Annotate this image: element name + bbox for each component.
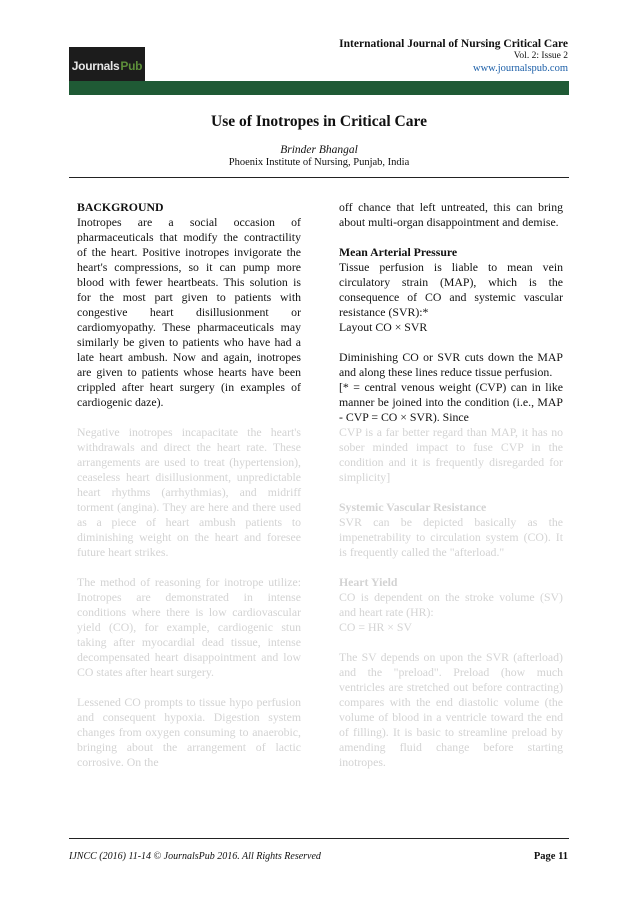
heart-yield-paragraph: CO is dependent on the stroke volume (SV) and heart rate (HR): bbox=[339, 590, 563, 619]
article-title: Use of Inotropes in Critical Care bbox=[211, 113, 427, 130]
reduced-co-paragraph: Lessened CO prompts to tissue hypo perfusion and consequent hypoxia. Digestion system changes from oxygen consuming to anaerobic, bringing about the arrangement of lactic corrosive. On the bbox=[77, 695, 301, 769]
stroke-volume-paragraph: The SV depends on upon the SVR (afterload) and the "preload". Preload (how much ventricles are stretched out before contracting) compares with the end diastolic volume (the volume of blood in a ventricle toward the end of filling). It is basic to streamline preload by amending fluid change before starting inotropes. bbox=[339, 650, 563, 769]
volume-issue: Vol. 2: Issue 2 bbox=[513, 51, 568, 61]
page-number: Page 11 bbox=[533, 851, 568, 862]
cvp-note: [* = central venous weight (CVP) can in like manner be joined into the condition (i.e., MAP - CVP = CO × SVR). Since bbox=[339, 380, 563, 424]
map-heading: Mean Arterial Pressure bbox=[339, 245, 458, 259]
author-affiliation: Phoenix Institute of Nursing, Punjab, India bbox=[228, 157, 410, 168]
logo-text-pub: Pub bbox=[120, 58, 143, 73]
svr-paragraph: SVR can be depicted basically as the impenetrability to circulation system (CO). It is frequently called the "afterload." bbox=[339, 515, 563, 559]
continued-paragraph: off chance that left untreated, this can bring about multi-organ disappointment and demise. bbox=[339, 200, 563, 229]
right-column bbox=[339, 200, 563, 770]
heart-yield-formula: CO = HR × SV bbox=[339, 620, 412, 634]
cvp-note-continued: CVP is a far better regard than MAP, it has no sober minded impact to fuse CVP in the condition and it is frequently disregarded for simplicity] bbox=[339, 425, 563, 484]
journalspub-logo bbox=[69, 47, 145, 84]
background-heading: BACKGROUND bbox=[77, 200, 164, 214]
article-author: Brinder Bhangal bbox=[280, 144, 358, 156]
map-paragraph: Tissue perfusion is liable to mean vein circulatory strain (MAP), which is the consequence of CO and systemic vascular resistance (SVR):* bbox=[339, 260, 563, 319]
footer-divider bbox=[69, 838, 569, 839]
background-paragraph: Inotropes are a social occasion of pharmaceuticals that modify the contractility of the heart. Positive inotropes invigorate the heart's compressions, so it can pump more blood with fewer heartbeats. This solution is for the most part given to patients with congestive heart disillusionment or cardiomyopathy. These pharmaceuticals may similarly be given to patients who have had a late heart ambush. Now and again, inotropes are given to patients whose hearts have been crippled after heart surgery (in examples of cardiogenic daze). bbox=[77, 215, 301, 409]
logo-text-journals: Journals bbox=[71, 58, 120, 73]
header-divider bbox=[69, 177, 569, 178]
header-band bbox=[69, 81, 569, 95]
heart-yield-heading: Heart Yield bbox=[339, 575, 398, 589]
journal-name: International Journal of Nursing Critical Care bbox=[339, 38, 568, 50]
rationale-paragraph: The method of reasoning for inotrope utilize: Inotropes are demonstrated in intense conditions where there is low cardiovascular yield (CO), for example, cardiogenic stun taking after myocardial dead tissue, intense decompensated heart disappointment and low CO states after heart surgery. bbox=[77, 575, 301, 679]
diminish-paragraph: Diminishing CO or SVR cuts down the MAP and along these lines reduce tissue perfusion. bbox=[339, 350, 563, 379]
map-formula: Layout CO × SVR bbox=[339, 320, 428, 334]
svr-heading: Systemic Vascular Resistance bbox=[339, 500, 487, 514]
footer-citation: IJNCC (2016) 11-14 © JournalsPub 2016. All Rights Reserved bbox=[69, 851, 321, 862]
journal-website-link[interactable]: www.journalspub.com bbox=[473, 63, 568, 74]
negative-inotropes-paragraph: Negative inotropes incapacitate the heart's withdrawals and direct the heart rate. These arrangements are used to treat (hypertension), ceaseless heart disillusionment, unpredictable heart rhythms (arrhythmias), and midriff torment (angina). They are here and there used as a piece of heart ambush patients to diminishing weight on the heart and foresee future heart strikes. bbox=[77, 425, 301, 559]
left-column bbox=[77, 200, 301, 770]
